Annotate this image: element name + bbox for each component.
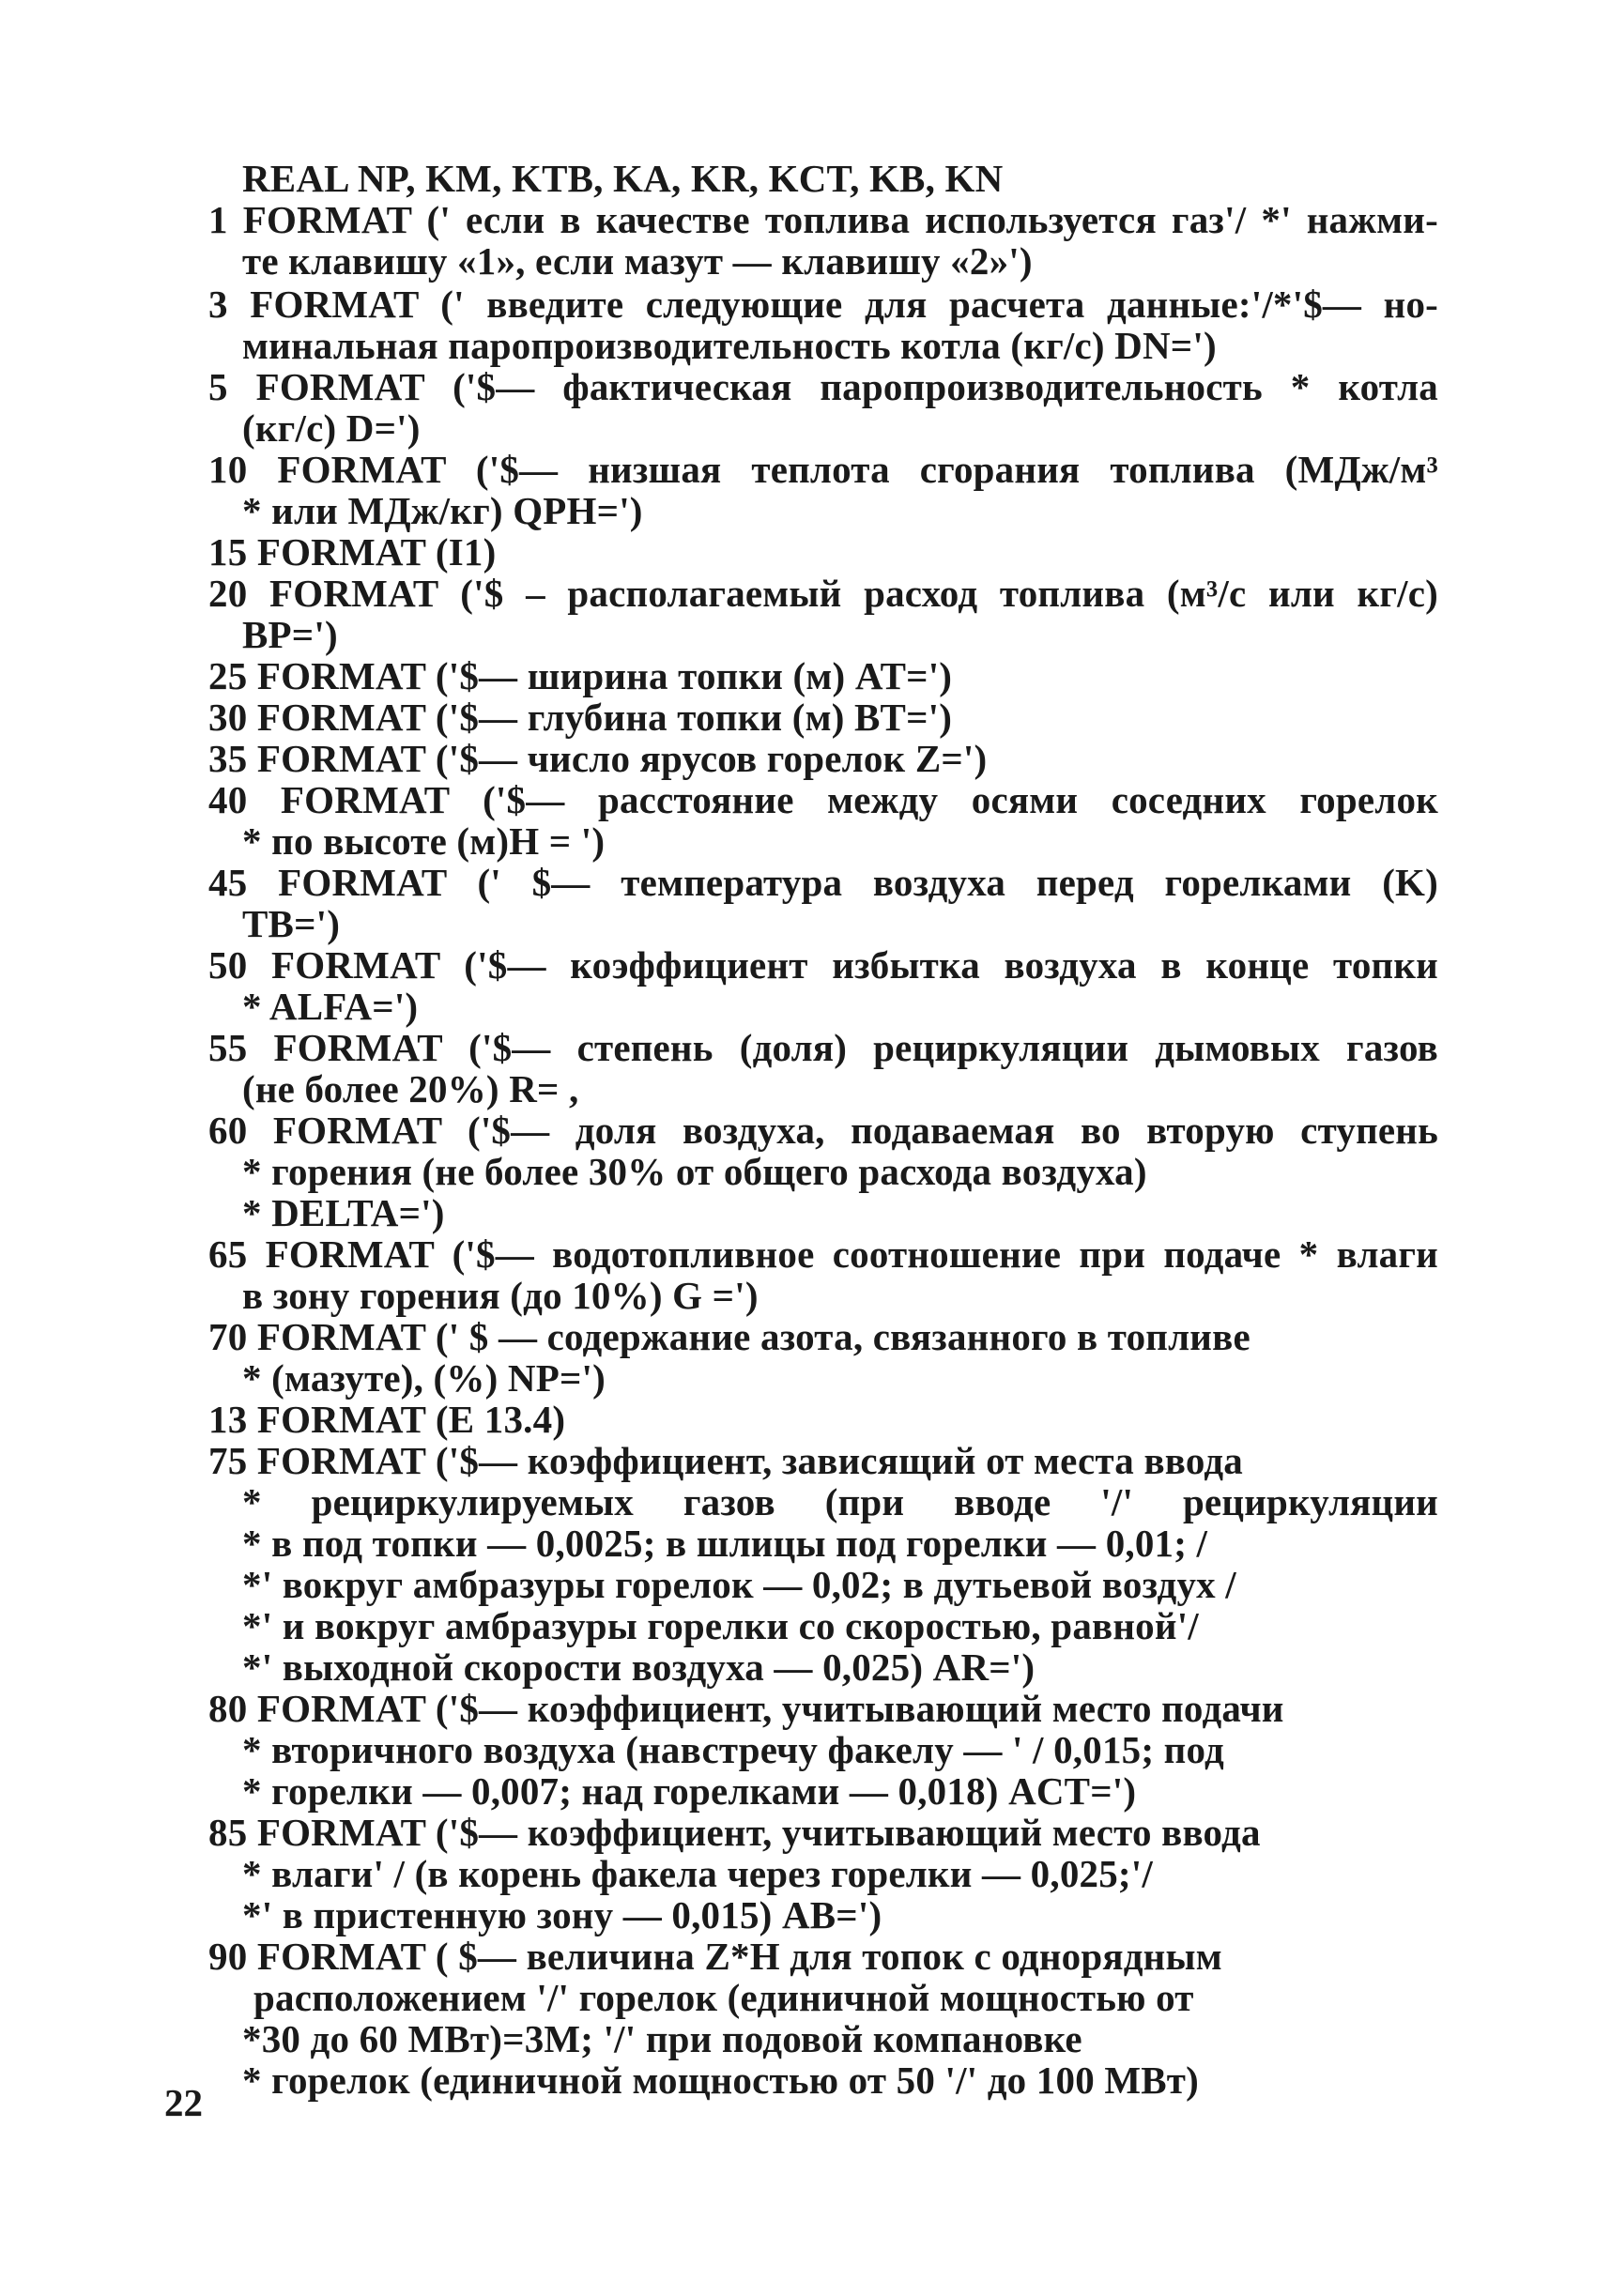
code-line: 55 FORMAT ('$— степень (доля) рециркуляции дымовых газов (208, 1026, 1438, 1069)
code-line: 5 FORMAT ('$— фактическая паропроизводительность * котла (208, 365, 1438, 408)
code-line: (не более 20%) R= , (242, 1067, 579, 1110)
code-line: * или МДж/кг) QPH=') (242, 489, 643, 532)
code-line: REAL NP, KM, KTB, KA, KR, KCT, KB, KN (242, 157, 1004, 200)
code-line: расположением '/' горелок (единичной мощностью от (253, 1976, 1194, 2019)
code-line: минальная паропроизводительность котла (кг/с) DN=') (242, 324, 1217, 367)
code-line: 85 FORMAT ('$— коэффициент, учитывающий место ввода (208, 1811, 1261, 1854)
code-line: *30 до 60 МВт)=3М; '/' при подовой компановке (242, 2017, 1082, 2060)
code-line: 60 FORMAT ('$— доля воздуха, подаваемая во вторую ступень (208, 1109, 1438, 1152)
code-line: 13 FORMAT (E 13.4) (208, 1398, 566, 1441)
code-line: 45 FORMAT (' $— температура воздуха перед горелками (K) (208, 861, 1438, 904)
code-line: * (мазуте), (%) NP=') (242, 1356, 606, 1400)
code-line: * вторичного воздуха (навстречу факелу — ' / 0,015; под (242, 1728, 1224, 1771)
code-line: 20 FORMAT ('$ – располагаемый расход топлива (м³/с или кг/с) (208, 572, 1438, 615)
code-line: 10 FORMAT ('$— низшая теплота сгорания топлива (МДж/м³ (208, 448, 1438, 491)
code-line: *' выходной скорости воздуха — 0,025) AR=') (242, 1645, 1036, 1689)
code-line: 70 FORMAT (' $ — содержание азота, связанного в топливе (208, 1315, 1250, 1358)
code-line: *' вокруг амбразуры горелок — 0,02; в дутьевой воздух / (242, 1563, 1236, 1606)
code-line: 35 FORMAT ('$— число ярусов горелок Z=') (208, 737, 988, 780)
code-line: 50 FORMAT ('$— коэффициент избытка воздуха в конце топки (208, 943, 1438, 987)
code-line: 80 FORMAT ('$— коэффициент, учитывающий место подачи (208, 1687, 1284, 1730)
code-line: 75 FORMAT ('$— коэффициент, зависящий от места ввода (208, 1439, 1244, 1482)
code-line: *' и вокруг амбразуры горелки со скоростью, равной'/ (242, 1604, 1199, 1647)
code-line: в зону горения (до 10%) G =') (242, 1274, 759, 1317)
code-line: * ALFA=') (242, 985, 419, 1028)
code-line: * горелок (единичной мощностью от 50 '/' до 100 МВт) (242, 2059, 1199, 2102)
code-line: BP=') (242, 613, 338, 656)
code-line: * рециркулируемых газов (при вводе '/' рециркуляции (242, 1480, 1438, 1523)
code-line: TB=') (242, 902, 341, 945)
code-line: те клавишу «1», если мазут — клавишу «2»') (242, 239, 1033, 283)
code-line: * горения (не более 30% от общего расхода воздуха) (242, 1150, 1147, 1193)
code-line: 15 FORMAT (I1) (208, 530, 497, 574)
code-line: *' в пристенную зону — 0,015) AB=') (242, 1893, 882, 1936)
code-line: 90 FORMAT ( $— величина Z*H для топок с однорядным (208, 1935, 1222, 1978)
code-line: 25 FORMAT ('$— ширина топки (м) AT=') (208, 654, 953, 697)
code-line: * DELTA=') (242, 1191, 445, 1234)
code-line: (кг/с) D=') (242, 406, 421, 450)
code-line: 65 FORMAT ('$— водотопливное соотношение при подаче * влаги (208, 1232, 1438, 1276)
page-number: 22 (164, 2081, 203, 2124)
code-line: * по высоте (м)H = ') (242, 819, 606, 863)
code-line: 3 FORMAT (' введите следующие для расчета данные:'/*'$— но- (208, 283, 1438, 326)
code-line: 40 FORMAT ('$— расстояние между осями соседних горелок (208, 778, 1438, 821)
code-line: * влаги' / (в корень факела через горелки — 0,025;'/ (242, 1852, 1153, 1895)
code-line: 30 FORMAT ('$— глубина топки (м) BT=') (208, 696, 953, 739)
code-line: 1 FORMAT (' если в качестве топлива используется газ'/ *' нажми- (208, 198, 1438, 241)
code-line: * в под топки — 0,0025; в шлицы под горелки — 0,01; / (242, 1522, 1208, 1565)
code-line: * горелки — 0,007; над горелками — 0,018) ACT=') (242, 1769, 1137, 1813)
